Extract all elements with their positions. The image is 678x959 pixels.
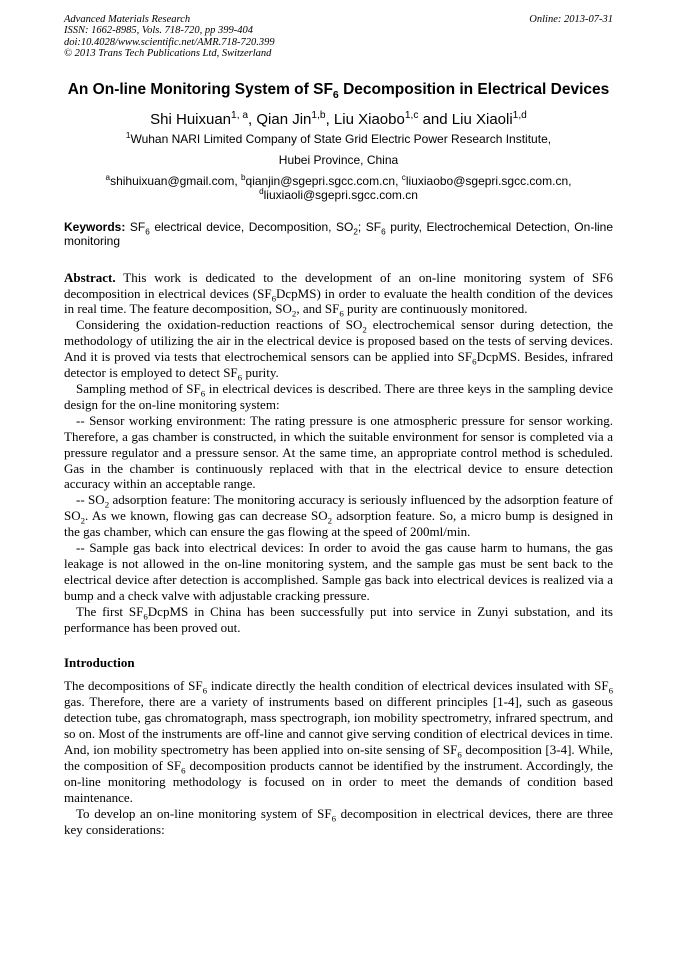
- abstract-paragraph: Sampling method of $SF_6$ in electrical devices is described. There are three keys in the sampling device design for the on-line monitoring system:: [64, 380, 613, 412]
- issn: ISSN: 1662-8985, Vols. 718-720, pp 399-404: [64, 25, 253, 37]
- journal-name: Advanced Materials Research: [64, 14, 191, 25]
- abstract-paragraph: -- Sensor working environment: The rating pressure is one atmospheric pressure for sensor working. Therefore, a gas chamber is constructed, in which the suitable environment for sensor is completed via a pressure regulator and a pressure sensor. At the same time, an appropriate control method is scheduled. Gas in the chamber is continuously replaced with that in the electrical device to ensure detection accuracy within an acceptable range.: [64, 412, 613, 492]
- affiliation-line-2: Hubei Province, China: [278, 152, 399, 167]
- paper-page: [64, 14, 613, 838]
- email[interactable]: shihuixuan@gmail.com,: [110, 173, 241, 188]
- author: Liu Xiaoli: [451, 110, 513, 128]
- affiliation-line-1: $^1$Wuhan NARI Limited Company of State Grid Electric Power Research Institute,: [125, 130, 552, 146]
- author: Shi Huixuan: [150, 110, 232, 128]
- abstract-paragraph: Abstract. This work is dedicated to the development of an on-line monitoring system of SF6 decomposition in electrical devices $(SF_6DcpMS)$ in order to evaluate the health condition of the devices in real time. The feature decomposition, $SO_2$, and $SF_6$ purity are continuously monitored.: [64, 269, 613, 320]
- author: Qian Jin: [256, 110, 312, 128]
- section-heading-introduction: Introduction: [64, 655, 135, 671]
- keywords: Keywords: $SF_6$ electrical device, Decomposition, $SO_2$; $SF_6$ purity, Electrochemical Detection, On-line monitoring: [64, 219, 613, 248]
- email[interactable]: qianjin@sgepri.sgcc.com.cn,: [245, 173, 402, 188]
- introduction: [64, 678, 613, 837]
- intro-paragraph: The decompositions of $SF_6$ indicate directly the health condition of electrical devices insulated with $SF_6$ gas. Therefore, there are a variety of instruments based on different principles [1-4], such as gaseous detection tube, gas chromatograph, mass spectrograph, ion mobility spectrometry, infrared spectrum, and so on. Most of the instruments are off-line and cannot give serving condition of electrical devices in time. And, ion mobility spectrometry has been applied into on-site sensing of $SF_6$ decomposition [3-4]. While, the composition of $SF_6$ decomposition products cannot be identified by the instrument. Accordingly, the on-line monitoring methodology is focused on in order to meet the demands of condition based maintenance.: [64, 678, 614, 805]
- abstract-label: Abstract.: [64, 269, 116, 285]
- abstract-paragraph: Considering the oxidation-reduction reactions of $SO_2$ electrochemical sensor during detection, the methodology of utilizing the air in the electrical device is proposed based on the tests of serving devices. And it is proved via tests that electrochemical sensors can be applied into $SF_6DcpMS$. Besides, infrared detector is employed to detect $SF_6$ purity.: [64, 317, 614, 383]
- keywords-label: Keywords:: [64, 219, 126, 234]
- email[interactable]: liuxiaobo@sgepri.sgcc.com.cn,: [405, 173, 572, 188]
- online-date: Online: 2013-07-31: [529, 14, 613, 25]
- intro-paragraph: To develop an on-line monitoring system of $SF_6$ decomposition in electrical devices, there are three key considerations:: [64, 805, 613, 837]
- author-emails: $^a$shihuixuan@gmail.com, $^b$qianjin@sgepri.sgcc.com.cn, $^c$liuxiaobo@sgepri.sgcc.com.cn, $^d$liuxiaoli@sgepri.sgcc.com.cn: [105, 172, 572, 202]
- abstract-paragraph: -- $SO_2$ adsorption feature: The monitoring accuracy is seriously influenced by the adsorption feature of $SO_2$. As we known, flowing gas can decrease $SO_2$ adsorption feature. So, a micro bump is designed in the gas chamber, which can ensure the gas flowing at the speed of 200ml/min.: [64, 492, 613, 540]
- doi[interactable]: doi:10.4028/www.scientific.net/AMR.718-720.399: [64, 36, 275, 48]
- paper-title: An On-line Monitoring System of $SF_6$ Decomposition in Electrical Devices: [67, 80, 610, 101]
- email[interactable]: liuxiaoli@sgepri.sgcc.com.cn: [263, 187, 418, 202]
- author-list: Shi Huixuan$^{1, a}$, Qian Jin$^{1,b}$, Liu Xiaobo$^{1,c}$ and Liu Xiaoli$^{1,d}$: [150, 109, 527, 128]
- author: Liu Xiaobo: [333, 110, 405, 128]
- journal-header: [64, 14, 613, 60]
- abstract-paragraph: -- Sample gas back into electrical devices: In order to avoid the gas cause harm to humans, the gas leakage is not allowed in the on-line monitoring system, and the sample gas must be sent back to the electrical device after detection is accomplished. Sample gas back into electrical devices is realized via a bump and a check valve with adjustable cracking pressure.: [64, 540, 613, 603]
- copyright: © 2013 Trans Tech Publications Ltd, Switzerland: [64, 48, 272, 60]
- abstract: [64, 270, 613, 636]
- abstract-paragraph: The first $SF_6DcpMS$ in China has been successfully put into service in Zunyi substation, and its performance has been proved out.: [64, 603, 613, 635]
